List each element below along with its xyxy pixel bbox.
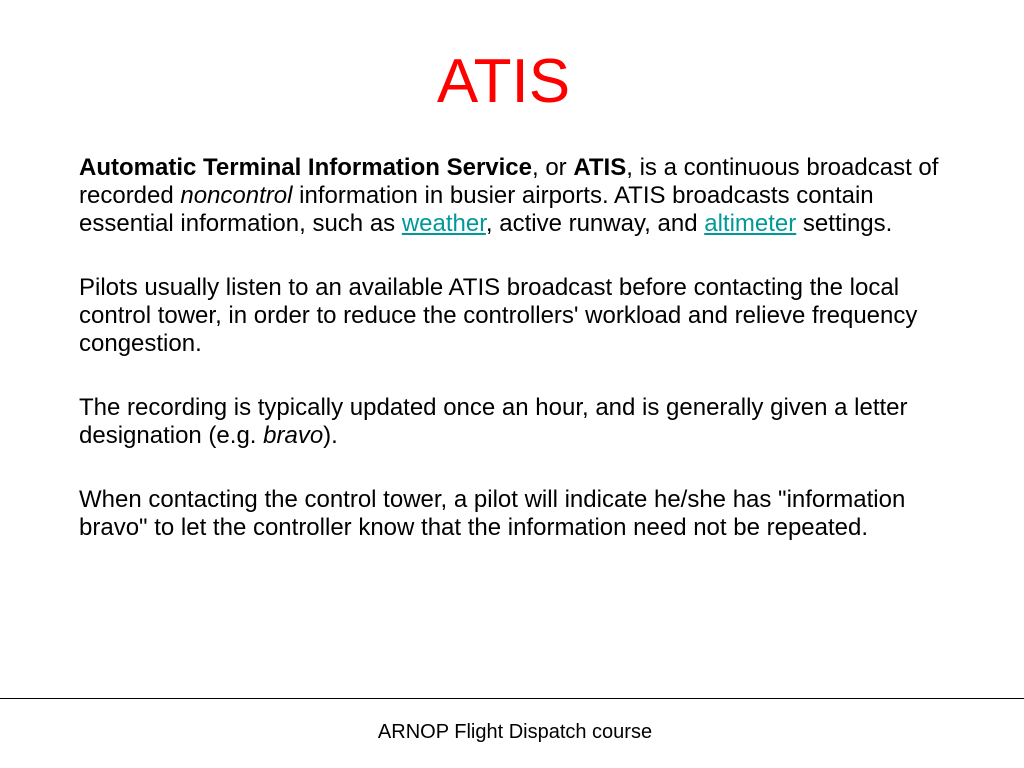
term-abbreviation: ATIS bbox=[573, 154, 627, 181]
paragraph-pilots: Pilots usually listen to an available ATIS broadcast before contacting the local control tower, in order to reduce the controllers' workload and relieve frequency congestion. bbox=[79, 274, 918, 357]
footer-divider bbox=[0, 698, 1024, 699]
slide-title: ATIS bbox=[436, 47, 571, 116]
text-segment: , is a continuous broadcast of recorded bbox=[79, 154, 939, 209]
paragraph-contacting: When contacting the control tower, a pilot will indicate he/she has "information bravo" to let the controller know that the information need not be repeated. bbox=[79, 486, 906, 541]
paragraph-definition bbox=[79, 154, 939, 238]
text-segment: ). bbox=[323, 422, 338, 449]
text-segment: settings. bbox=[796, 210, 893, 237]
footer-text: ARNOP Flight Dispatch course bbox=[377, 721, 653, 743]
weather-link[interactable]: weather bbox=[401, 210, 486, 237]
text-segment: The recording is typically updated once an hour, and is generally given a letter designation (e.g. bbox=[79, 394, 908, 449]
paragraph-recording bbox=[79, 394, 939, 450]
italic-term: noncontrol bbox=[180, 182, 293, 209]
altimeter-link[interactable]: altimeter bbox=[704, 210, 797, 237]
italic-term: bravo bbox=[263, 422, 324, 449]
text-segment: , active runway, and bbox=[485, 210, 705, 237]
text-segment: , or bbox=[532, 154, 574, 181]
text-segment: information in busier airports. ATIS broadcasts contain essential information, such as bbox=[79, 182, 874, 237]
slide-body bbox=[79, 154, 939, 578]
term-full-name: Automatic Terminal Information Service bbox=[79, 154, 532, 181]
